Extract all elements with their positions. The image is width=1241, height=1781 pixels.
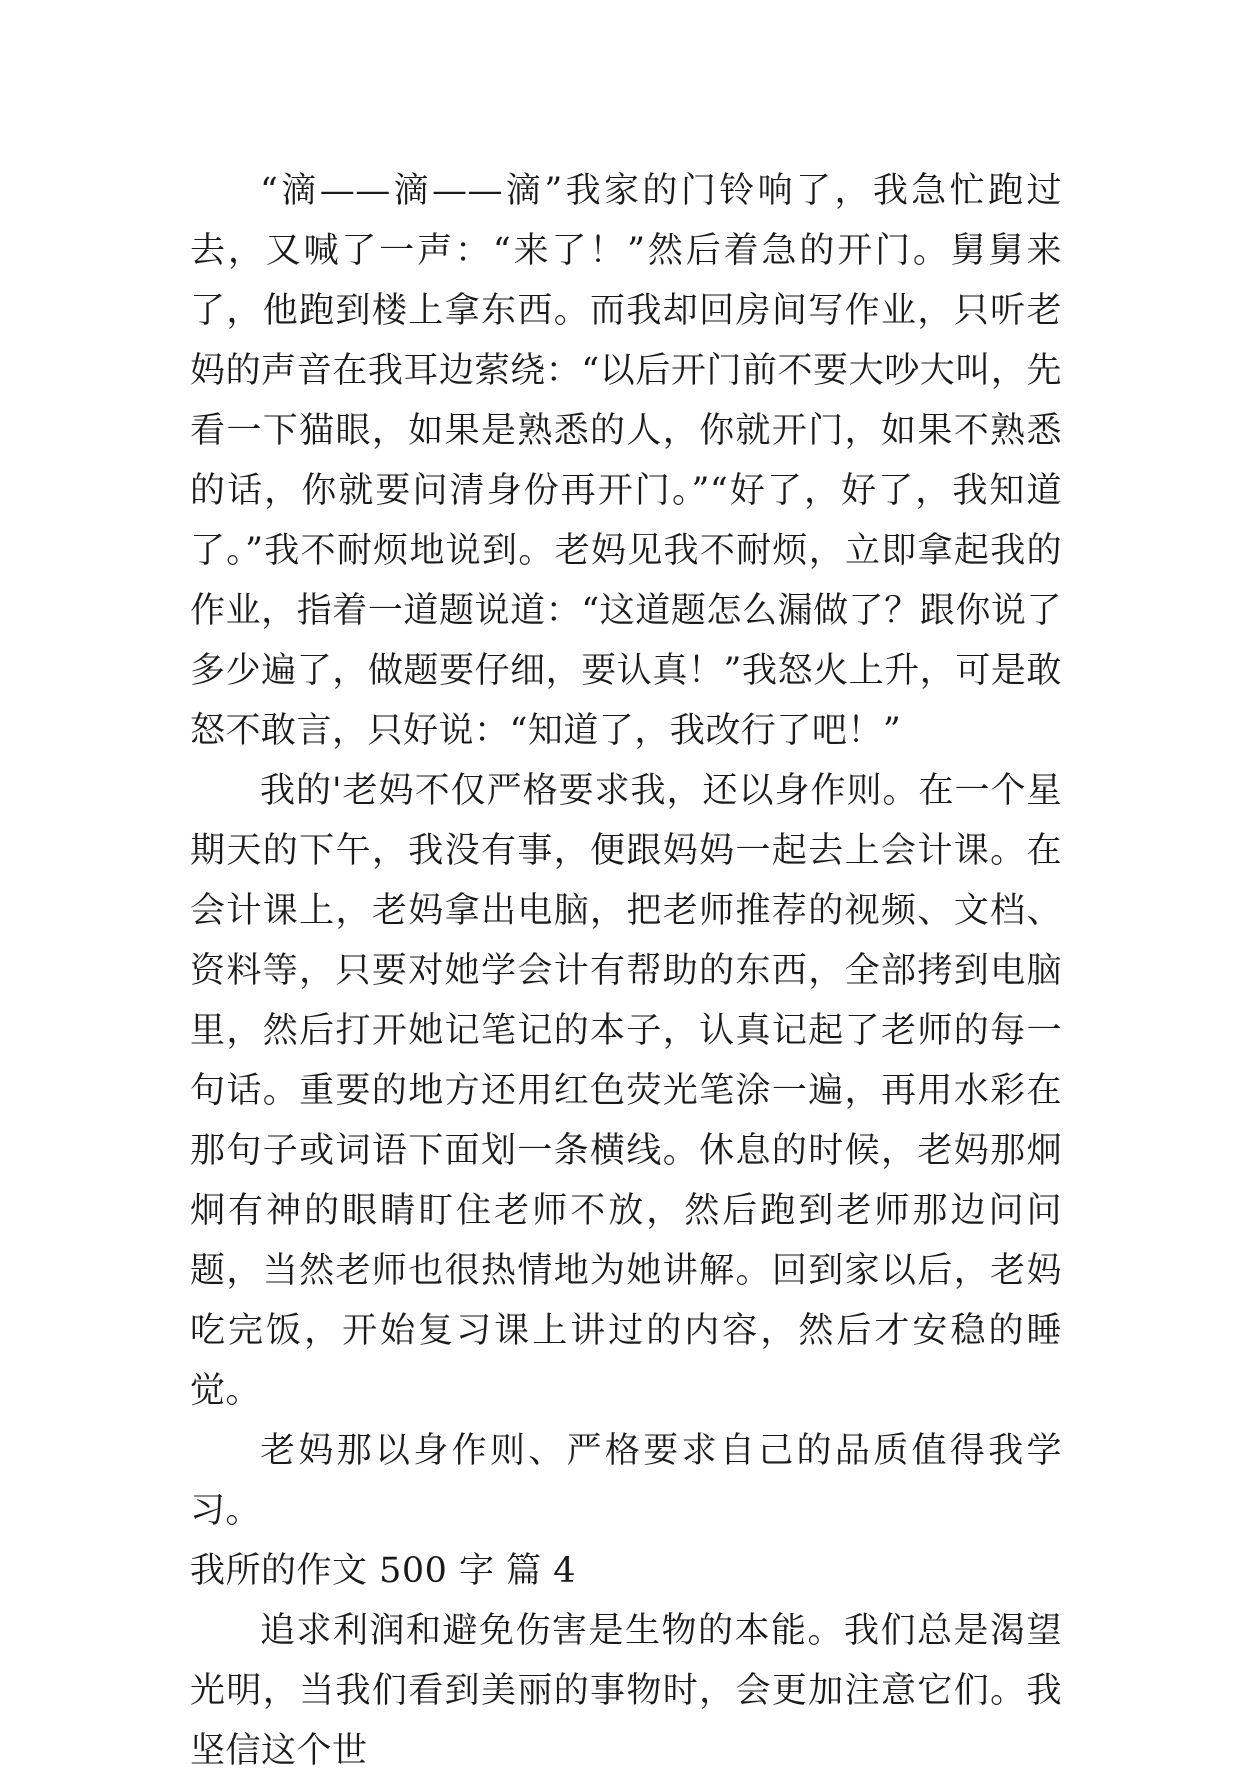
document-body: [190, 161, 1062, 1781]
paragraph-conclusion: 老妈那以身作则、严格要求自己的品质值得我学习。: [190, 1431, 1062, 1531]
paragraph-essay-4: 追求利润和避免伤害是生物的本能。我们总是渴望光明，当我们看到美丽的事物时，会更加注意它们。我坚信这个世: [190, 1611, 1062, 1771]
paragraph-mom-example: 我的'老妈不仅严格要求我，还以身作则。在一个星期天的下午，我没有事，便跟妈妈一起去上会计课。在会计课上，老妈拿出电脑，把老师推荐的视频、文档、资料等，只要对她学会计有帮助的东西，全部拷到电脑里，然后打开她记笔记的本子，认真记起了老师的每一句话。重要的地方还用红色荧光笔涂一遍，再用水彩在那句子或词语下面划一条横线。休息的时候，老妈那炯炯有神的眼睛盯住老师不放，然后跑到老师那边问问题，当然老师也很热情地为她讲解。回到家以后，老妈吃完饭，开始复习课上讲过的内容，然后才安稳的睡觉。: [190, 771, 1062, 1411]
paragraph-doorbell: “滴——滴——滴”我家的门铃响了，我急忙跑过去，又喊了一声：“来了！”然后着急的开门。舅舅来了，他跑到楼上拿东西。而我却回房间写作业，只听老妈的声音在我耳边萦绕：“以后开门前不要大吵大叫，先看一下猫眼，如果是熟悉的人，你就开门，如果不熟悉的话，你就要问清身份再开门。”“好了，好了，我知道了。”我不耐烦地说到。老妈见我不耐烦，立即拿起我的作业，指着一道题说道：“这道题怎么漏做了？跟你说了多少遍了，做题要仔细，要认真！”我怒火上升，可是敢怒不敢言，只好说：“知道了，我改行了吧！”: [190, 171, 1062, 751]
section-heading: 我所的作文 500 字 篇 4: [190, 1551, 577, 1591]
